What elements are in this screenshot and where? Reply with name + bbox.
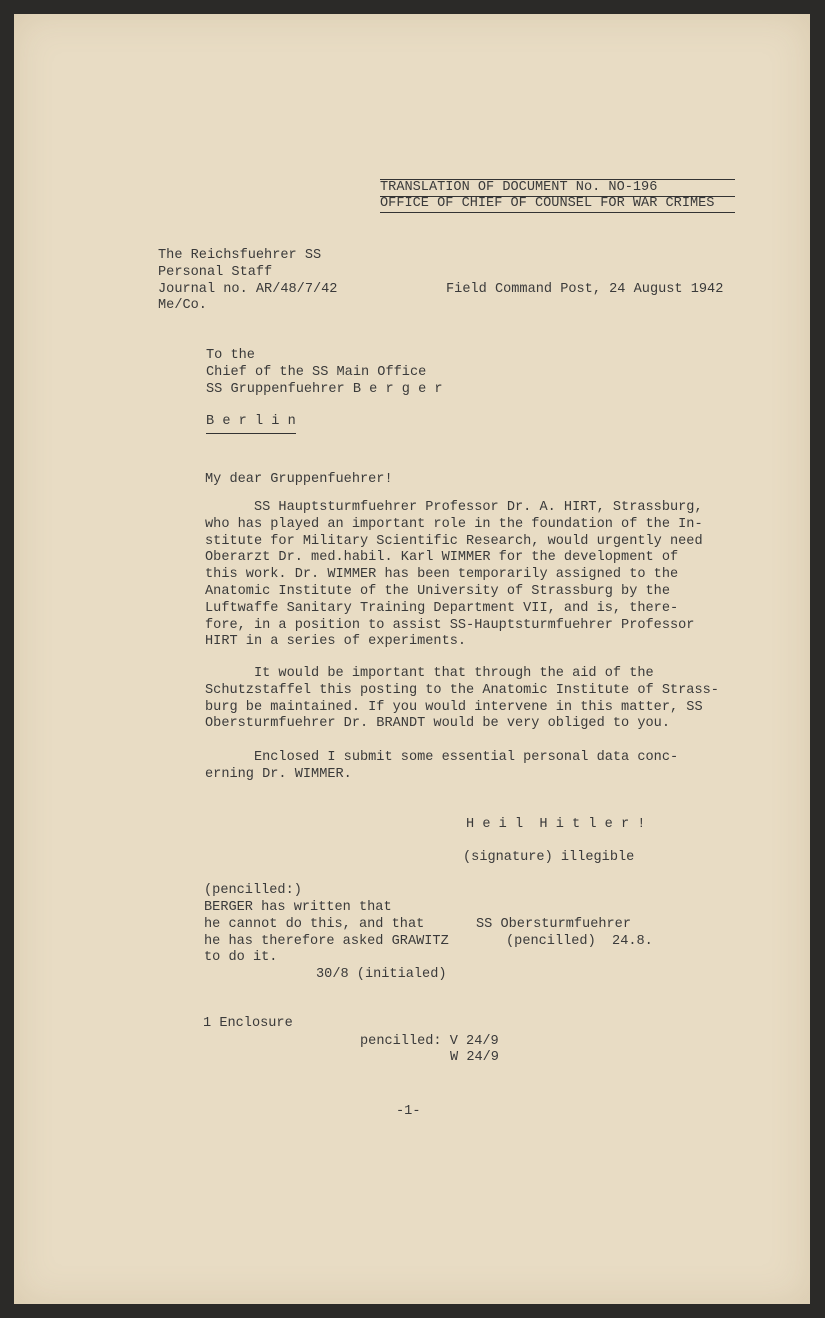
paragraph-2-line: Obersturmfuehrer Dr. BRANDT would be very obliged to you. [205, 716, 670, 732]
header-bottom-rule [380, 212, 735, 213]
paragraph-3-line: erning Dr. WIMMER. [205, 766, 352, 782]
paragraph-1-line: HIRT in a series of experiments. [205, 634, 467, 650]
page-number: -1- [396, 1104, 421, 1119]
paragraph-2-line: It would be important that through the aid of the [205, 666, 654, 681]
paragraph-2-line: burg be maintained. If you would intervene in this matter, SS [205, 699, 703, 715]
pencilled-note-line: he cannot do this, and that [204, 917, 425, 932]
paragraph-1-line: stitute for Military Scientific Research, would urgently need [205, 533, 703, 549]
paragraph-3-line: Enclosed I submit some essential personal data conc- [205, 750, 679, 765]
place-date: Field Command Post, 24 August 1942 [446, 282, 724, 297]
office-header: OFFICE OF CHIEF OF COUNSEL FOR WAR CRIMES [380, 196, 715, 211]
paragraph-2-line: Schutzstaffel this posting to the Anatomic Institute of Strass- [205, 682, 719, 698]
salutation: My dear Gruppenfuehrer! [205, 472, 393, 487]
reference-initials: Me/Co. [158, 298, 207, 313]
pencilled-bottom-1: pencilled: V 24/9 [360, 1034, 499, 1049]
document-page [14, 14, 810, 1304]
paragraph-1-line: this work. Dr. WIMMER has been temporarily assigned to the [205, 567, 679, 583]
pencilled-bottom-2: W 24/9 [450, 1050, 499, 1065]
signature: (signature) illegible [463, 850, 635, 865]
journal-number: Journal no. AR/48/7/42 [158, 282, 338, 297]
paragraph-1-line: Oberarzt Dr. med.habil. Karl WIMMER for the development of [205, 550, 679, 566]
paragraph-3 [205, 750, 735, 784]
paragraph-1 [205, 500, 735, 651]
initialed-note: 30/8 (initialed) [316, 967, 447, 982]
translation-header: TRANSLATION OF DOCUMENT No. NO-196 [380, 180, 658, 195]
sender-line-1: The Reichsfuehrer SS [158, 248, 322, 263]
pencilled-note-line: BERGER has written that [204, 900, 392, 915]
signer-rank: SS Obersturmfuehrer [476, 917, 631, 932]
paragraph-1-line: Luftwaffe Sanitary Training Department VII, and is, there- [205, 600, 679, 616]
pencilled-note-line: to do it. [204, 950, 278, 965]
paragraph-1-line: fore, in a position to assist SS-Hauptsturmfuehrer Professor [205, 617, 695, 633]
sender-line-2: Personal Staff [158, 265, 273, 280]
paragraph-2 [205, 666, 735, 733]
pencilled-note-line: (pencilled:) [204, 883, 302, 898]
recipient-line-1: To the [206, 348, 255, 363]
paragraph-1-line: who has played an important role in the foundation of the In- [205, 516, 703, 532]
enclosure-note: 1 Enclosure [203, 1016, 293, 1031]
paragraph-1-line: Anatomic Institute of the University of Strassburg by the [205, 583, 670, 599]
recipient-city: B e r l i n [206, 414, 296, 434]
recipient-line-3: SS Gruppenfuehrer B e r g e r [206, 382, 443, 397]
recipient-line-2: Chief of the SS Main Office [206, 365, 427, 380]
pencilled-date: (pencilled) 24.8. [506, 934, 653, 949]
paragraph-1-line: SS Hauptsturmfuehrer Professor Dr. A. HIRT, Strassburg, [205, 500, 703, 515]
closing: H e i l H i t l e r ! [466, 817, 646, 832]
pencilled-note-line: he has therefore asked GRAWITZ [204, 934, 449, 949]
